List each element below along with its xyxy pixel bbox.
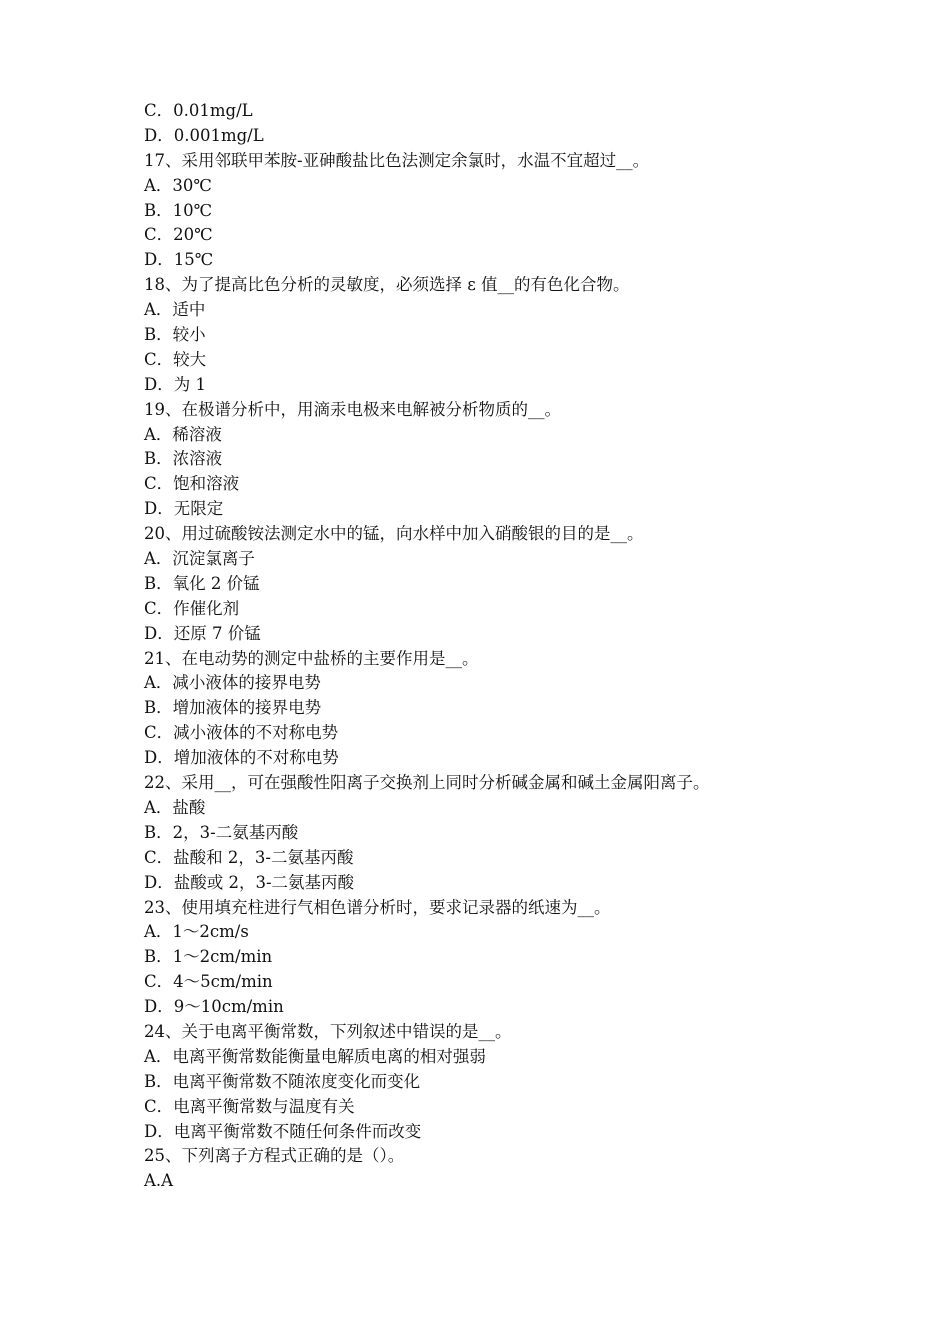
option-a-q17: A．30℃ bbox=[144, 175, 212, 195]
option-d-q23: D．9～10cm/min bbox=[144, 997, 284, 1017]
option-b-q23: B．1～2cm/min bbox=[144, 947, 273, 967]
question-25: 25、下列离子方程式正确的是（）。 bbox=[144, 1146, 405, 1166]
option-d-q21: D．增加液体的不对称电势 bbox=[144, 748, 339, 768]
option-b-q22: B．2，3-二氨基丙酸 bbox=[144, 822, 299, 842]
option-c-q16: C．0.01mg/L bbox=[144, 101, 253, 120]
option-d-q22: D．盐酸或 2，3-二氨基丙酸 bbox=[144, 872, 355, 892]
option-a-q25: A.A bbox=[144, 1171, 174, 1191]
option-d-q19: D．无限定 bbox=[144, 499, 224, 519]
option-b-q19: B．浓溶液 bbox=[144, 449, 223, 469]
question-19: 19、在极谱分析中，用滴汞电极来电解被分析物质的__。 bbox=[144, 399, 561, 419]
question-23: 23、使用填充柱进行气相色谱分析时，要求记录器的纸速为__。 bbox=[144, 897, 611, 917]
question-18: 18、为了提高比色分析的灵敏度，必须选择 ε 值__的有色化合物。 bbox=[144, 275, 630, 295]
question-22: 22、采用__，可在强酸性阳离子交换剂上同时分析碱金属和碱土金属阳离子。 bbox=[144, 773, 710, 793]
option-b-q21: B．增加液体的接界电势 bbox=[144, 698, 322, 718]
option-a-q22: A．盐酸 bbox=[144, 797, 206, 817]
option-a-q24: A．电离平衡常数能衡量电解质电离的相对强弱 bbox=[144, 1046, 486, 1066]
option-d-q16: D．0.001mg/L bbox=[144, 125, 264, 145]
question-21: 21、在电动势的测定中盐桥的主要作用是__。 bbox=[144, 648, 479, 668]
option-b-q17: B．10℃ bbox=[144, 200, 213, 220]
option-c-q24: C．电离平衡常数与温度有关 bbox=[144, 1096, 355, 1116]
option-d-q17: D．15℃ bbox=[144, 250, 214, 270]
option-c-q22: C．盐酸和 2，3-二氨基丙酸 bbox=[144, 847, 354, 867]
option-a-q23: A．1～2cm/s bbox=[144, 922, 249, 942]
option-d-q18: D．为 1 bbox=[144, 374, 206, 394]
option-a-q20: A．沉淀氯离子 bbox=[144, 549, 255, 569]
option-a-q19: A．稀溶液 bbox=[144, 424, 222, 444]
option-c-q20: C．作催化剂 bbox=[144, 598, 240, 618]
option-d-q20: D．还原 7 价锰 bbox=[144, 623, 261, 643]
option-b-q24: B．电离平衡常数不随浓度变化而变化 bbox=[144, 1071, 421, 1091]
option-c-q21: C．减小液体的不对称电势 bbox=[144, 723, 339, 743]
document-page bbox=[144, 99, 844, 1194]
question-24: 24、关于电离平衡常数，下列叙述中错误的是__。 bbox=[144, 1021, 512, 1041]
option-c-q23: C．4～5cm/min bbox=[144, 972, 273, 992]
option-a-q21: A．减小液体的接界电势 bbox=[144, 673, 321, 693]
option-c-q17: C．20℃ bbox=[144, 225, 213, 245]
option-d-q24: D．电离平衡常数不随任何条件而改变 bbox=[144, 1121, 422, 1141]
option-a-q18: A．适中 bbox=[144, 300, 206, 320]
option-b-q20: B．氧化 2 价锰 bbox=[144, 573, 260, 593]
option-b-q18: B．较小 bbox=[144, 325, 206, 345]
question-20: 20、用过硫酸铵法测定水中的锰，向水样中加入硝酸银的目的是__。 bbox=[144, 524, 644, 544]
question-17: 17、采用邻联甲苯胺-亚砷酸盐比色法测定余氯时，水温不宜超过__。 bbox=[144, 150, 650, 170]
option-c-q18: C．较大 bbox=[144, 349, 207, 369]
option-c-q19: C．饱和溶液 bbox=[144, 474, 240, 494]
